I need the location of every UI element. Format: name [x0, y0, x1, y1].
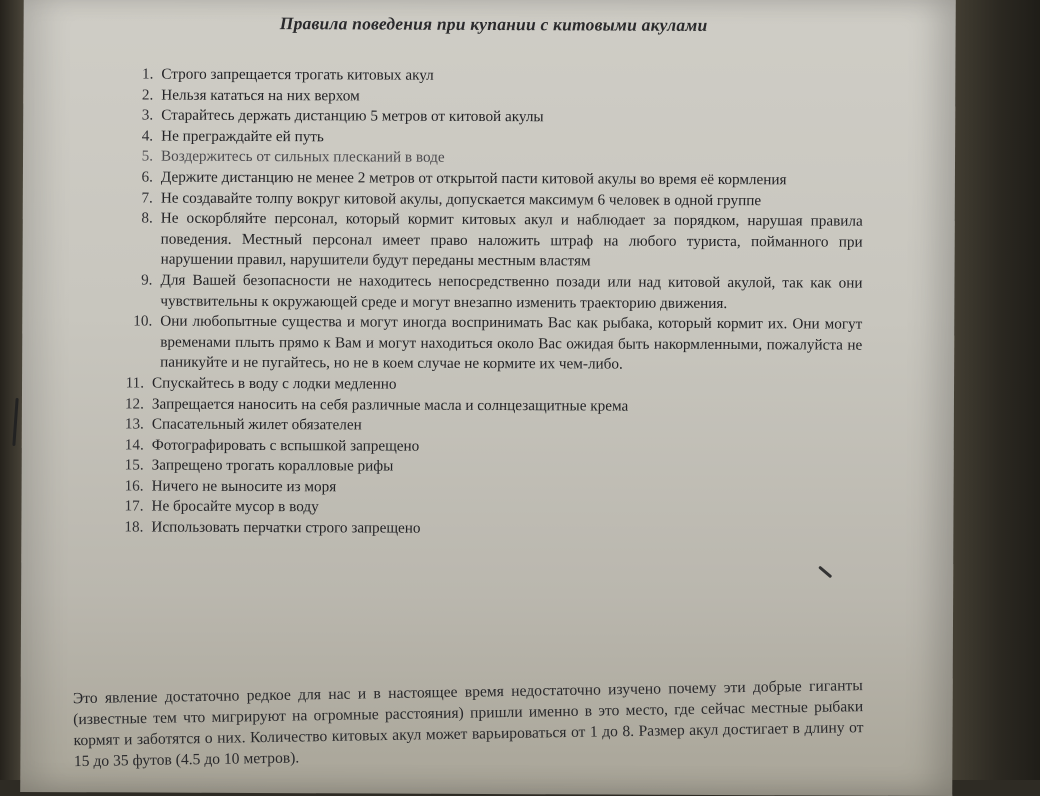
- rule-number: 6.: [141, 168, 153, 186]
- rule-text: Старайтесь держать дистанцию 5 метров от китовой акулы: [161, 106, 544, 126]
- rule-text: Не преграждайте ей путь: [161, 127, 324, 146]
- rule-number: 17.: [124, 497, 144, 515]
- rule-text: Запрещено трогать коралловые рифы: [151, 456, 394, 475]
- rule-text: Для Вашей безопасности не находитесь непосредственно позади или над китовой акулой, так как они чувствительны к окружающей среде и могут внезапно изменить траекторию движения.: [160, 271, 863, 312]
- rule-number: 5.: [141, 147, 154, 165]
- rule-number: 2.: [141, 86, 154, 104]
- rule-number: 9.: [141, 271, 153, 289]
- paper-sheet: [20, 0, 955, 796]
- rule-number: 12.: [124, 394, 144, 412]
- rule-item: [122, 312, 862, 377]
- rule-number: 11.: [125, 374, 145, 392]
- rule-text: Нельзя кататься на них верхом: [161, 86, 360, 105]
- rule-text: Они любопытные существа и могут иногда воспринимать Вас как рыбака, который кормит их. Они могут временами плыть прямо к Вам и могут находиться около Вас ожидая быть накормленными, пожалуйста не паникуйте и не пугайтесь, но не в коем случае не кормите их чем-либо.: [160, 312, 863, 373]
- rule-item: [122, 270, 862, 314]
- rule-text: Не бросайте мусор в воду: [151, 498, 319, 516]
- rule-number: 4.: [141, 127, 154, 145]
- rule-number: 15.: [124, 456, 144, 474]
- rules-list: [121, 64, 863, 541]
- rule-text: Спускайтесь в воду с лодки медленно: [152, 374, 397, 393]
- rule-item: [113, 517, 861, 541]
- rule-number: 14.: [124, 436, 144, 454]
- rule-number: 13.: [124, 415, 144, 433]
- pen-mark: [818, 566, 832, 579]
- rule-text: Не оскорбляйте персонал, который кормит китовых акул и наблюдает за порядком, нарушая правила поведения. Местный персонал имеет право наложить штраф на любого туриста, пойманного при нарушении правил, нарушители будут переданы местным властям: [160, 209, 863, 270]
- rule-number: 7.: [141, 189, 153, 207]
- rule-text: Спасательный жилет обязателен: [151, 415, 362, 434]
- rule-text: Использовать перчатки строго запрещено: [151, 518, 421, 537]
- rule-number: 1.: [141, 65, 154, 83]
- rule-text: Воздержитесь от сильных плесканий в воде: [160, 147, 445, 167]
- rule-number: 8.: [141, 209, 153, 227]
- rule-number: 10.: [133, 312, 153, 330]
- rule-number: 18.: [124, 518, 144, 536]
- closing-paragraph: Это явление достаточно редкое для нас и в настоящее время недостаточно изучено почему эти добрые гиганты (известные тем что мигрируют на огромные расстояния) пришли именно в это место, где сейчас местные рыбаки кормят и заботятся о них. Количество китовых акул может варьироваться от 1 до 8. Размер акул достигает в длину от 15 до 35 футов (4.5 до 10 метров).: [72, 676, 864, 770]
- rule-number: 16.: [124, 477, 144, 495]
- rule-text: Строго запрещается трогать китовых акул: [161, 65, 434, 84]
- rule-text: Фотографировать с вспышкой запрещено: [151, 436, 420, 455]
- rule-item: [123, 209, 863, 274]
- rule-text: Ничего не выносите из моря: [151, 477, 337, 496]
- rule-text: Держите дистанцию не менее 2 метров от открытой пасти китовой акулы во время её кормления: [160, 168, 787, 189]
- rule-number: 3.: [141, 106, 154, 124]
- rule-text: Запрещается наносить на себя различные масла и солнцезащитные крема: [151, 395, 629, 415]
- rule-text: Не создавайте толпу вокруг китовой акулы, допускается максимум 6 человек в одной группе: [160, 189, 762, 209]
- document-title: Правила поведения при купании с китовыми акулами: [279, 13, 708, 35]
